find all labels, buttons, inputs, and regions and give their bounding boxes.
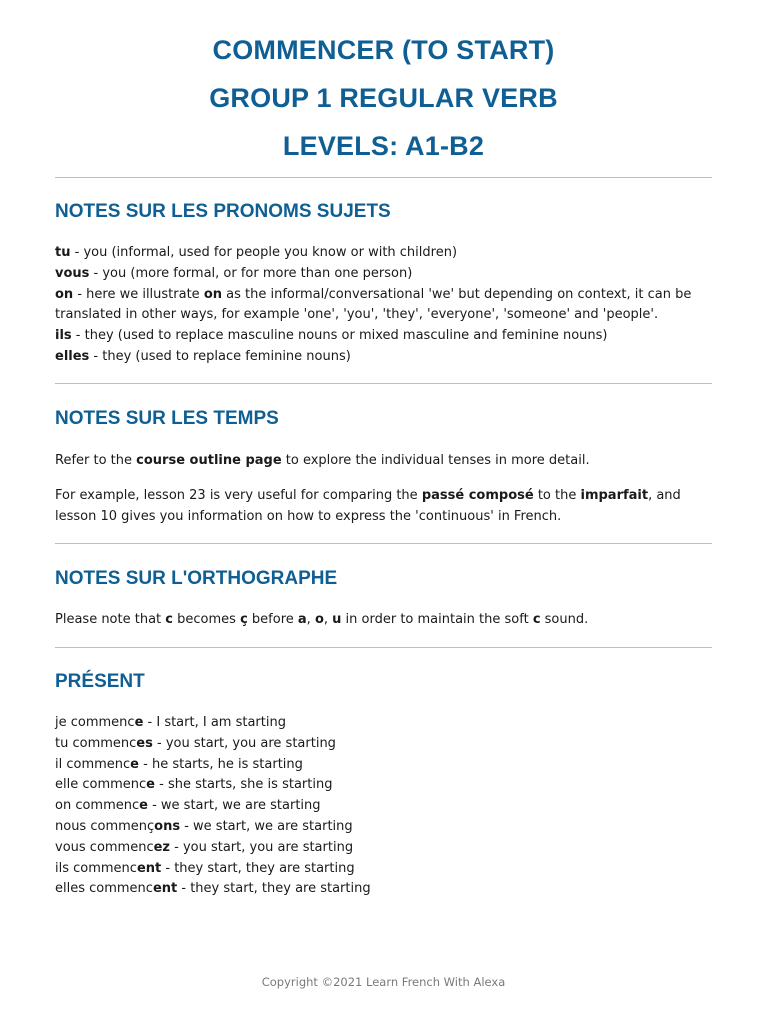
course-outline-link[interactable]: course outline page — [136, 453, 282, 468]
divider — [55, 383, 712, 384]
conjugation-row: on commence - we start, we are starting — [55, 798, 321, 814]
conjugation-row: vous commencez - you start, you are starting — [55, 839, 354, 855]
heading-spelling: NOTES SUR L'ORTHOGRAPHE — [55, 568, 338, 589]
conjugation-row: il commence - he starts, he is starting — [55, 756, 303, 772]
tenses-paragraph-2: For example, lesson 23 is very useful for comparing the passé composé to the imparfait, and lesson 10 gives you information on how to express the 'continuous' in French. — [55, 488, 681, 524]
divider — [55, 543, 712, 544]
conjugation-row: ils commencent - they start, they are starting — [55, 860, 355, 876]
spelling-paragraph: Please note that c becomes ç before a, o, u in order to maintain the soft c sound. — [55, 612, 589, 627]
divider — [55, 177, 712, 178]
title-levels: LEVELS: A1-B2 — [282, 131, 485, 161]
tenses-notes-2 — [55, 486, 712, 528]
spelling-notes — [55, 610, 712, 631]
title-group: GROUP 1 REGULAR VERB — [209, 83, 558, 113]
pronoun-note-tu: tu - you (informal, used for people you know or with children) — [55, 245, 458, 260]
pronoun-note-vous: vous - you (more formal, or for more than one person) — [55, 265, 413, 281]
conjugation-row: tu commences - you start, you are starting — [55, 735, 336, 751]
tenses-notes — [55, 451, 712, 472]
present-conjugation-list — [55, 713, 712, 900]
conjugation-row: elles commencent - they start, they are starting — [55, 881, 371, 897]
conjugation-row: je commence - I start, I am starting — [55, 715, 286, 730]
copyright-footer: Copyright ©2021 Learn French With Alexa — [261, 975, 506, 989]
heading-present: PRÉSENT — [55, 671, 145, 692]
pronoun-note-on: on - here we illustrate on as the informal/conversational 'we' but depending on context, it can be translated in other ways, for example 'one', 'you', 'they', 'everyone', 'someone' and 'people'. — [55, 286, 692, 323]
heading-tenses: NOTES SUR LES TEMPS — [55, 408, 279, 429]
pronoun-note-ils: ils - they (used to replace masculine nouns or mixed masculine and feminine nouns) — [55, 328, 608, 344]
title-verb: COMMENCER (TO START) — [212, 35, 555, 65]
heading-pronouns: NOTES SUR LES PRONOMS SUJETS — [55, 201, 391, 222]
pronoun-note-elles: elles - they (used to replace feminine nouns) — [55, 348, 351, 364]
conjugation-row: nous commençons - we start, we are starting — [55, 818, 353, 834]
tenses-paragraph-1: Refer to the course outline page to explore the individual tenses in more detail. — [55, 453, 590, 468]
pronoun-notes — [55, 243, 712, 368]
conjugation-row: elle commence - she starts, she is starting — [55, 777, 333, 793]
divider — [55, 647, 712, 648]
